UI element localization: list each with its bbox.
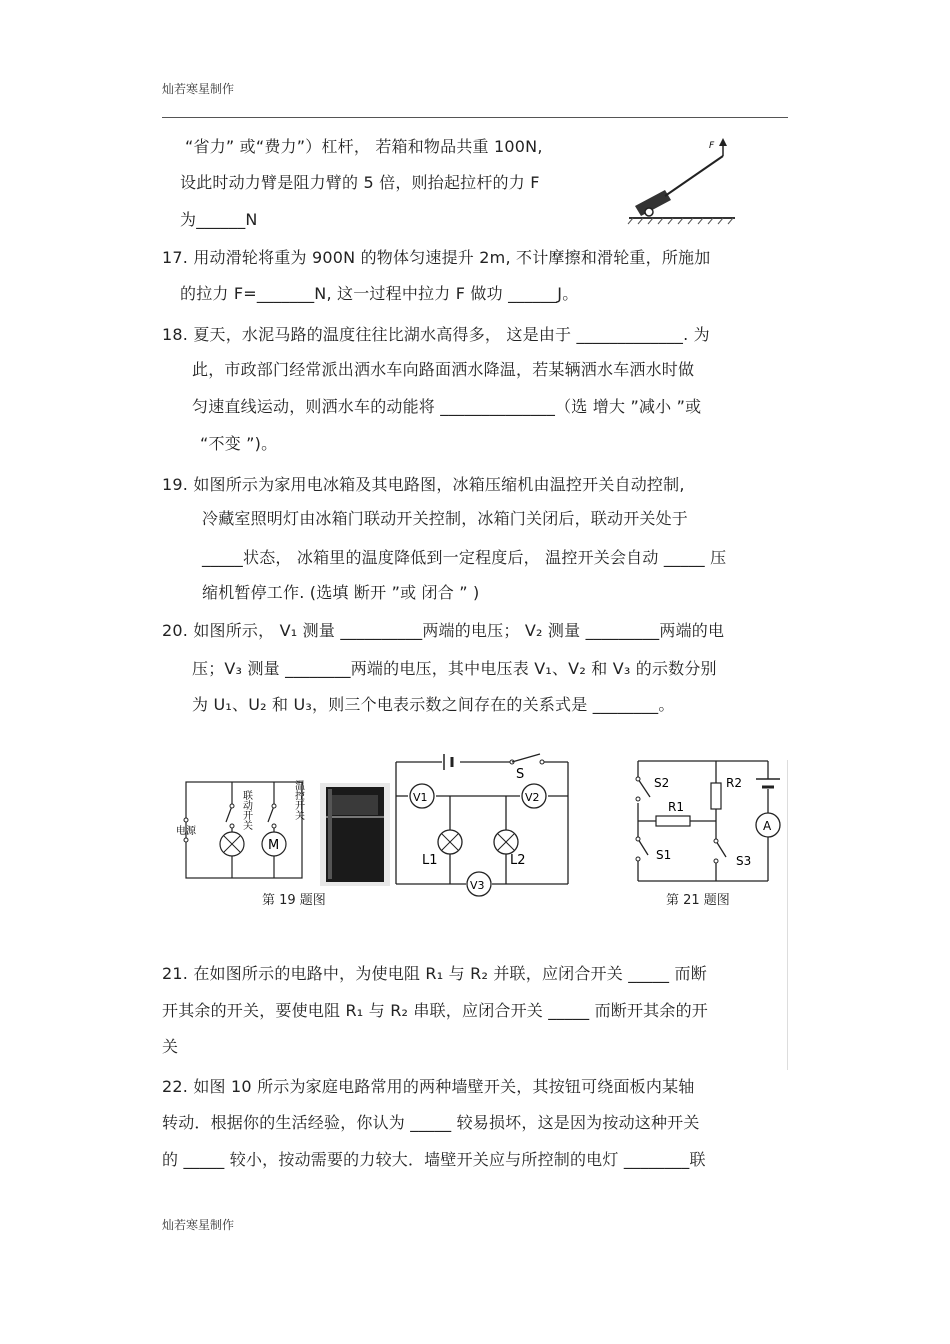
fridge-photo [320, 783, 390, 886]
fig20-switch-label: S [516, 767, 525, 782]
q21-line-3: 关 [162, 1037, 179, 1056]
q17-line-2: 的拉力 F=_______N, 这一过程中拉力 F 做功 ______J。 [180, 284, 579, 303]
fig19-temp-switch-label: 温控开关 [292, 780, 304, 820]
fig21-resistor-circuit [628, 755, 788, 885]
q20-line-1: 20. 如图所示， V₁ 测量 __________两端的电压； V₂ 测量 _________两端的电 [162, 621, 725, 640]
fig20-voltmeter-circuit [392, 752, 572, 900]
fig20-v1-label: V1 [413, 791, 428, 804]
q22-line-3: 的 _____ 较小，按动需要的力较大．墙壁开关应与所控制的电灯 ________联 [162, 1150, 706, 1169]
q21-line-1: 21. 在如图所示的电路中，为使电阻 R₁ 与 R₂ 并联，应闭合开关 _____ 而断 [162, 964, 707, 983]
q16-line-2: 设此时动力臂是阻力臂的 5 倍，则抬起拉杆的力 F [180, 173, 540, 192]
header-rule [162, 117, 788, 118]
q20-line-3: 为 U₁、U₂ 和 U₃，则三个电表示数之间存在的关系式是 ________。 [192, 695, 675, 714]
fig21-r2-label: R2 [726, 776, 742, 790]
fig19-power-label: 电源 [176, 826, 196, 837]
page-header: 灿若寒星制作 [162, 82, 235, 96]
q22-line-1: 22. 如图 10 所示为家庭电路常用的两种墙壁开关，其按钮可绕面板内某轴 [162, 1077, 695, 1096]
fig21-caption: 第 21 题图 [666, 893, 730, 908]
q18-line-1: 18. 夏天，水泥马路的温度往往比湖水高得多， 这是由于 _____________. 为 [162, 325, 710, 344]
fig20-l1-label: L1 [422, 853, 438, 868]
q19-line-4: 缩机暂停工作. (选填 断开 ”或 闭合 ” ) [202, 583, 480, 602]
page-footer: 灿若寒星制作 [162, 1218, 235, 1232]
q19-line-1: 19. 如图所示为家用电冰箱及其电路图，冰箱压缩机由温控开关自动控制, [162, 475, 685, 494]
fig19-caption: 第 19 题图 [262, 893, 326, 908]
q19-line-3: _____状态， 冰箱里的温度降低到一定程度后， 温控开关会自动 _____ 压 [202, 548, 727, 567]
fig21-s3-label: S3 [736, 854, 752, 868]
q20-line-2: 压；V₃ 测量 ________两端的电压，其中电压表 V₁、V₂ 和 V₃ 的示数分别 [192, 659, 717, 678]
fig21-s1-label: S1 [656, 848, 672, 862]
q17-line-1: 17. 用动滑轮将重为 900N 的物体匀速提升 2m, 不计摩擦和滑轮重，所施加 [162, 248, 711, 267]
fig20-v2-label: V2 [525, 791, 540, 804]
fig21-s2-label: S2 [654, 776, 670, 790]
q16-line-1: “省力” 或“费力”）杠杆， 若箱和物品共重 100N, [185, 137, 543, 156]
fig21-ammeter-label: A [763, 819, 772, 833]
fig20-l2-label: L2 [510, 853, 526, 868]
q21-line-2: 开其余的开关，要使电阻 R₁ 与 R₂ 串联，应闭合开关 _____ 而断开其余的开 [162, 1001, 708, 1020]
q19-line-2: 冷藏室照明灯由冰箱门联动开关控制，冰箱门关闭后，联动开关处于 [202, 509, 689, 528]
fig19-link-switch-label: 联动开关 [240, 790, 252, 830]
fig21-r1-label: R1 [668, 800, 684, 814]
fig20-v3-label: V3 [470, 879, 485, 892]
q18-line-3: 匀速直线运动，则洒水车的动能将 ______________（选 增大 ”减小 ”或 [192, 397, 702, 416]
force-label: F [709, 141, 715, 151]
q22-line-2: 转动．根据你的生活经验，你认为 _____ 较易损坏，这是因为按动这种开关 [162, 1113, 700, 1132]
q16-line-3: 为______N [180, 210, 258, 229]
lever-luggage-figure [625, 138, 740, 226]
q18-line-4: “不变 ”)。 [200, 434, 278, 453]
fig19-fridge-circuit [172, 772, 312, 882]
fig19-motor-label: M [268, 838, 280, 853]
q18-line-2: 此，市政部门经常派出洒水车向路面洒水降温，若某辆洒水车洒水时做 [192, 360, 695, 379]
